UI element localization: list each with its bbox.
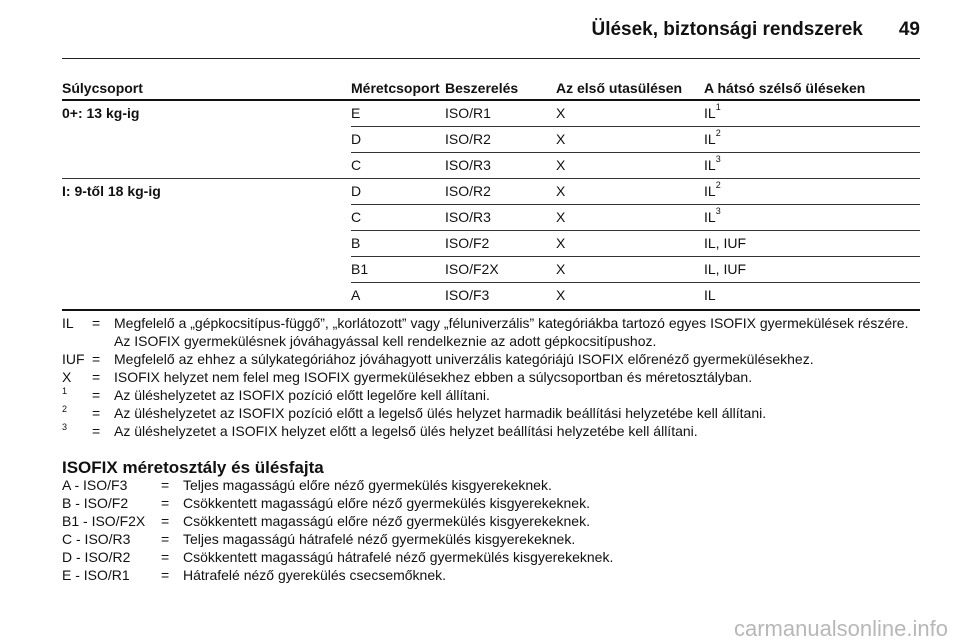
iso-description: Csökkentett magasságú előre néző gyermekülés kisgyerekeknek. xyxy=(183,495,590,511)
size-cell-text: B1 xyxy=(351,260,369,277)
table-row xyxy=(62,152,920,178)
size-cell-text: A xyxy=(351,286,361,303)
size-cell-text: D xyxy=(351,182,362,199)
legend-item xyxy=(62,386,922,404)
legend-key xyxy=(62,404,92,422)
iso-description: Teljes magasságú előre néző gyermekülés kisgyerekeknek. xyxy=(183,477,552,493)
rear-seat-cell xyxy=(704,100,920,126)
group-cell xyxy=(62,178,351,204)
install-cell xyxy=(445,256,556,282)
equals-sign: = xyxy=(161,495,170,511)
install-cell xyxy=(445,230,556,256)
iso-item xyxy=(62,494,922,512)
iso-key: B - ISO/F2 xyxy=(62,495,129,511)
iso-item xyxy=(62,530,922,548)
footnote-ref: 2 xyxy=(715,179,721,190)
rear-seat-cell xyxy=(704,126,920,152)
rear-seat-cell xyxy=(704,282,920,310)
legend-text: Az üléshelyzetet az ISOFIX pozíció előtt a legelső ülés helyzet harmadik beállítási helyzetébe kell állítani. xyxy=(114,405,767,421)
column-header: Súlycsoport xyxy=(62,80,351,100)
size-cell-text: B xyxy=(351,234,361,251)
size-cell-text: E xyxy=(351,105,361,121)
front-seat-cell xyxy=(556,204,704,230)
front-seat-cell-text: X xyxy=(556,286,566,303)
group-cell-text: 0+: 13 kg-ig xyxy=(62,105,140,121)
install-cell-text: ISO/F2 xyxy=(445,234,490,251)
size-cell xyxy=(351,204,445,230)
equals-sign: = xyxy=(161,567,170,583)
front-seat-cell-text: X xyxy=(556,234,566,251)
rear-seat-cell xyxy=(704,230,920,256)
table-row xyxy=(62,256,920,282)
legend-key: IL xyxy=(62,315,74,331)
watermark: carmanualsonline.info xyxy=(733,616,948,641)
install-cell xyxy=(445,204,556,230)
size-cell xyxy=(351,152,445,178)
iso-key: E - ISO/R1 xyxy=(62,567,130,583)
front-seat-cell-text: X xyxy=(556,130,566,147)
front-seat-cell xyxy=(556,126,704,152)
group-cell-text: I: 9-től 18 kg-ig xyxy=(62,182,161,199)
install-cell-text: ISO/R2 xyxy=(445,182,491,199)
front-seat-cell-text: X xyxy=(556,260,566,277)
group-cell xyxy=(62,282,351,310)
front-seat-cell xyxy=(556,230,704,256)
size-cell-text: D xyxy=(351,130,362,147)
rear-seat-cell-text: IL xyxy=(704,182,716,199)
column-header: A hátsó szélső üléseken xyxy=(704,80,920,100)
iso-item xyxy=(62,566,922,584)
iso-size-list xyxy=(62,476,922,584)
iso-item xyxy=(62,548,922,566)
rear-seat-cell xyxy=(704,256,920,282)
install-cell-text: ISO/R2 xyxy=(445,130,491,147)
rear-seat-cell-text: IL xyxy=(704,208,716,225)
iso-description: Csökkentett magasságú hátrafelé néző gyermekülés kisgyerekeknek. xyxy=(183,549,614,565)
legend-key xyxy=(62,422,92,440)
legend-key-text: 3 xyxy=(62,422,68,432)
legend-text: Megfelelő az ehhez a súlykategóriához jóváhagyott univerzális kategóriájú ISOFIX előrenéző gyermekülésekhez. xyxy=(114,351,814,367)
iso-description: Csökkentett magasságú előre néző gyermekülés kisgyerekeknek. xyxy=(183,513,590,529)
size-cell xyxy=(351,126,445,152)
size-cell xyxy=(351,230,445,256)
install-cell-text: ISO/R1 xyxy=(445,105,491,121)
iso-item xyxy=(62,512,922,530)
legend-key-text: 2 xyxy=(62,404,68,414)
table-row xyxy=(62,100,920,126)
column-header: Méretcsoport xyxy=(351,80,445,100)
equals-sign: = xyxy=(92,423,101,439)
footnote-ref: 3 xyxy=(715,153,721,164)
footnote-ref: 1 xyxy=(715,102,721,112)
rear-seat-cell-text: IL xyxy=(704,105,716,121)
legend-text: ISOFIX helyzet nem felel meg ISOFIX gyermekülésekhez ebben a súlycsoportban és méretosztályban. xyxy=(114,369,753,385)
table-row xyxy=(62,230,920,256)
equals-sign: = xyxy=(161,531,170,547)
equals-sign: = xyxy=(92,405,101,421)
iso-key: A - ISO/F3 xyxy=(62,477,128,493)
iso-item xyxy=(62,476,922,494)
equals-sign: = xyxy=(92,369,101,385)
legend-item xyxy=(62,350,922,368)
page-number: 49 xyxy=(898,19,920,40)
install-cell-text: ISO/R3 xyxy=(445,156,491,173)
column-header: Beszerelés xyxy=(445,80,556,100)
rear-seat-cell xyxy=(704,204,920,230)
legend xyxy=(62,314,922,440)
iso-key: D - ISO/R2 xyxy=(62,549,131,565)
page-title: Ülések, biztonsági rendszerek xyxy=(591,19,863,40)
legend-item xyxy=(62,404,922,422)
install-cell xyxy=(445,152,556,178)
rear-seat-cell-text: IL, IUF xyxy=(704,234,747,251)
section-title: ISOFIX méretosztály és ülésfajta xyxy=(62,458,324,477)
install-cell-text: ISO/F3 xyxy=(445,286,490,303)
equals-sign: = xyxy=(161,513,170,529)
iso-key: C - ISO/R3 xyxy=(62,531,131,547)
group-cell xyxy=(62,100,351,126)
legend-item xyxy=(62,422,922,440)
install-cell xyxy=(445,282,556,310)
install-cell-text: ISO/F2X xyxy=(445,260,499,277)
group-cell xyxy=(62,204,351,230)
rear-seat-cell-text: IL, IUF xyxy=(704,260,747,277)
group-cell xyxy=(62,152,351,178)
rear-seat-cell xyxy=(704,178,920,204)
header-divider xyxy=(62,58,920,59)
front-seat-cell xyxy=(556,100,704,126)
front-seat-cell-text: X xyxy=(556,156,566,173)
legend-key xyxy=(62,386,92,404)
size-cell xyxy=(351,178,445,204)
equals-sign: = xyxy=(161,549,170,565)
size-cell xyxy=(351,256,445,282)
install-cell xyxy=(445,178,556,204)
equals-sign: = xyxy=(92,315,101,331)
legend-item xyxy=(62,314,922,350)
group-cell xyxy=(62,256,351,282)
front-seat-cell xyxy=(556,282,704,310)
front-seat-cell xyxy=(556,152,704,178)
equals-sign: = xyxy=(161,477,170,493)
page-header xyxy=(62,18,920,42)
iso-description: Hátrafelé néző gyerekülés csecsemőknek. xyxy=(183,567,447,583)
table-row xyxy=(62,178,920,204)
front-seat-cell-text: X xyxy=(556,105,566,121)
table-row xyxy=(62,282,920,310)
size-cell-text: C xyxy=(351,208,362,225)
rear-seat-cell-text: IL xyxy=(704,130,716,147)
group-cell xyxy=(62,126,351,152)
legend-text: Megfelelő a „gépkocsitípus-függő”, „korlátozott” vagy „féluniverzális” kategóriákba tartozó egyes ISOFIX gyermekülések részére. Az ISOFIX gyermekülésnek jóváhagyással kell rendelkeznie az adott gépkocsitípushoz. xyxy=(114,315,909,349)
column-header: Az első utasülésen xyxy=(556,80,704,100)
equals-sign: = xyxy=(92,351,101,367)
legend-text: Az üléshelyzetet a ISOFIX helyzet előtt a legelső ülés helyzet beállítási helyzetébe kell állítani. xyxy=(114,423,698,439)
legend-text: Az üléshelyzetet az ISOFIX pozíció előtt legelőre kell állítani. xyxy=(114,387,490,403)
isofix-table xyxy=(62,80,920,311)
legend-key: IUF xyxy=(62,351,85,367)
table-body xyxy=(62,100,920,310)
group-cell xyxy=(62,230,351,256)
install-cell-text: ISO/R3 xyxy=(445,208,491,225)
size-cell xyxy=(351,100,445,126)
front-seat-cell-text: X xyxy=(556,182,566,199)
legend-item xyxy=(62,368,922,386)
rear-seat-cell xyxy=(704,152,920,178)
table-header-row xyxy=(62,80,920,100)
table-row xyxy=(62,204,920,230)
iso-description: Teljes magasságú hátrafelé néző gyermekülés kisgyerekeknek. xyxy=(183,531,576,547)
size-cell xyxy=(351,282,445,310)
table-row xyxy=(62,126,920,152)
equals-sign: = xyxy=(92,387,101,403)
front-seat-cell xyxy=(556,178,704,204)
install-cell xyxy=(445,126,556,152)
footnote-ref: 3 xyxy=(715,205,721,216)
rear-seat-cell-text: IL xyxy=(704,286,716,303)
footnote-ref: 2 xyxy=(715,127,721,138)
iso-key: B1 - ISO/F2X xyxy=(62,513,146,529)
legend-key-text: 1 xyxy=(62,386,68,396)
rear-seat-cell-text: IL xyxy=(704,156,716,173)
front-seat-cell-text: X xyxy=(556,208,566,225)
size-cell-text: C xyxy=(351,156,362,173)
legend-key: X xyxy=(62,369,72,385)
front-seat-cell xyxy=(556,256,704,282)
install-cell xyxy=(445,100,556,126)
